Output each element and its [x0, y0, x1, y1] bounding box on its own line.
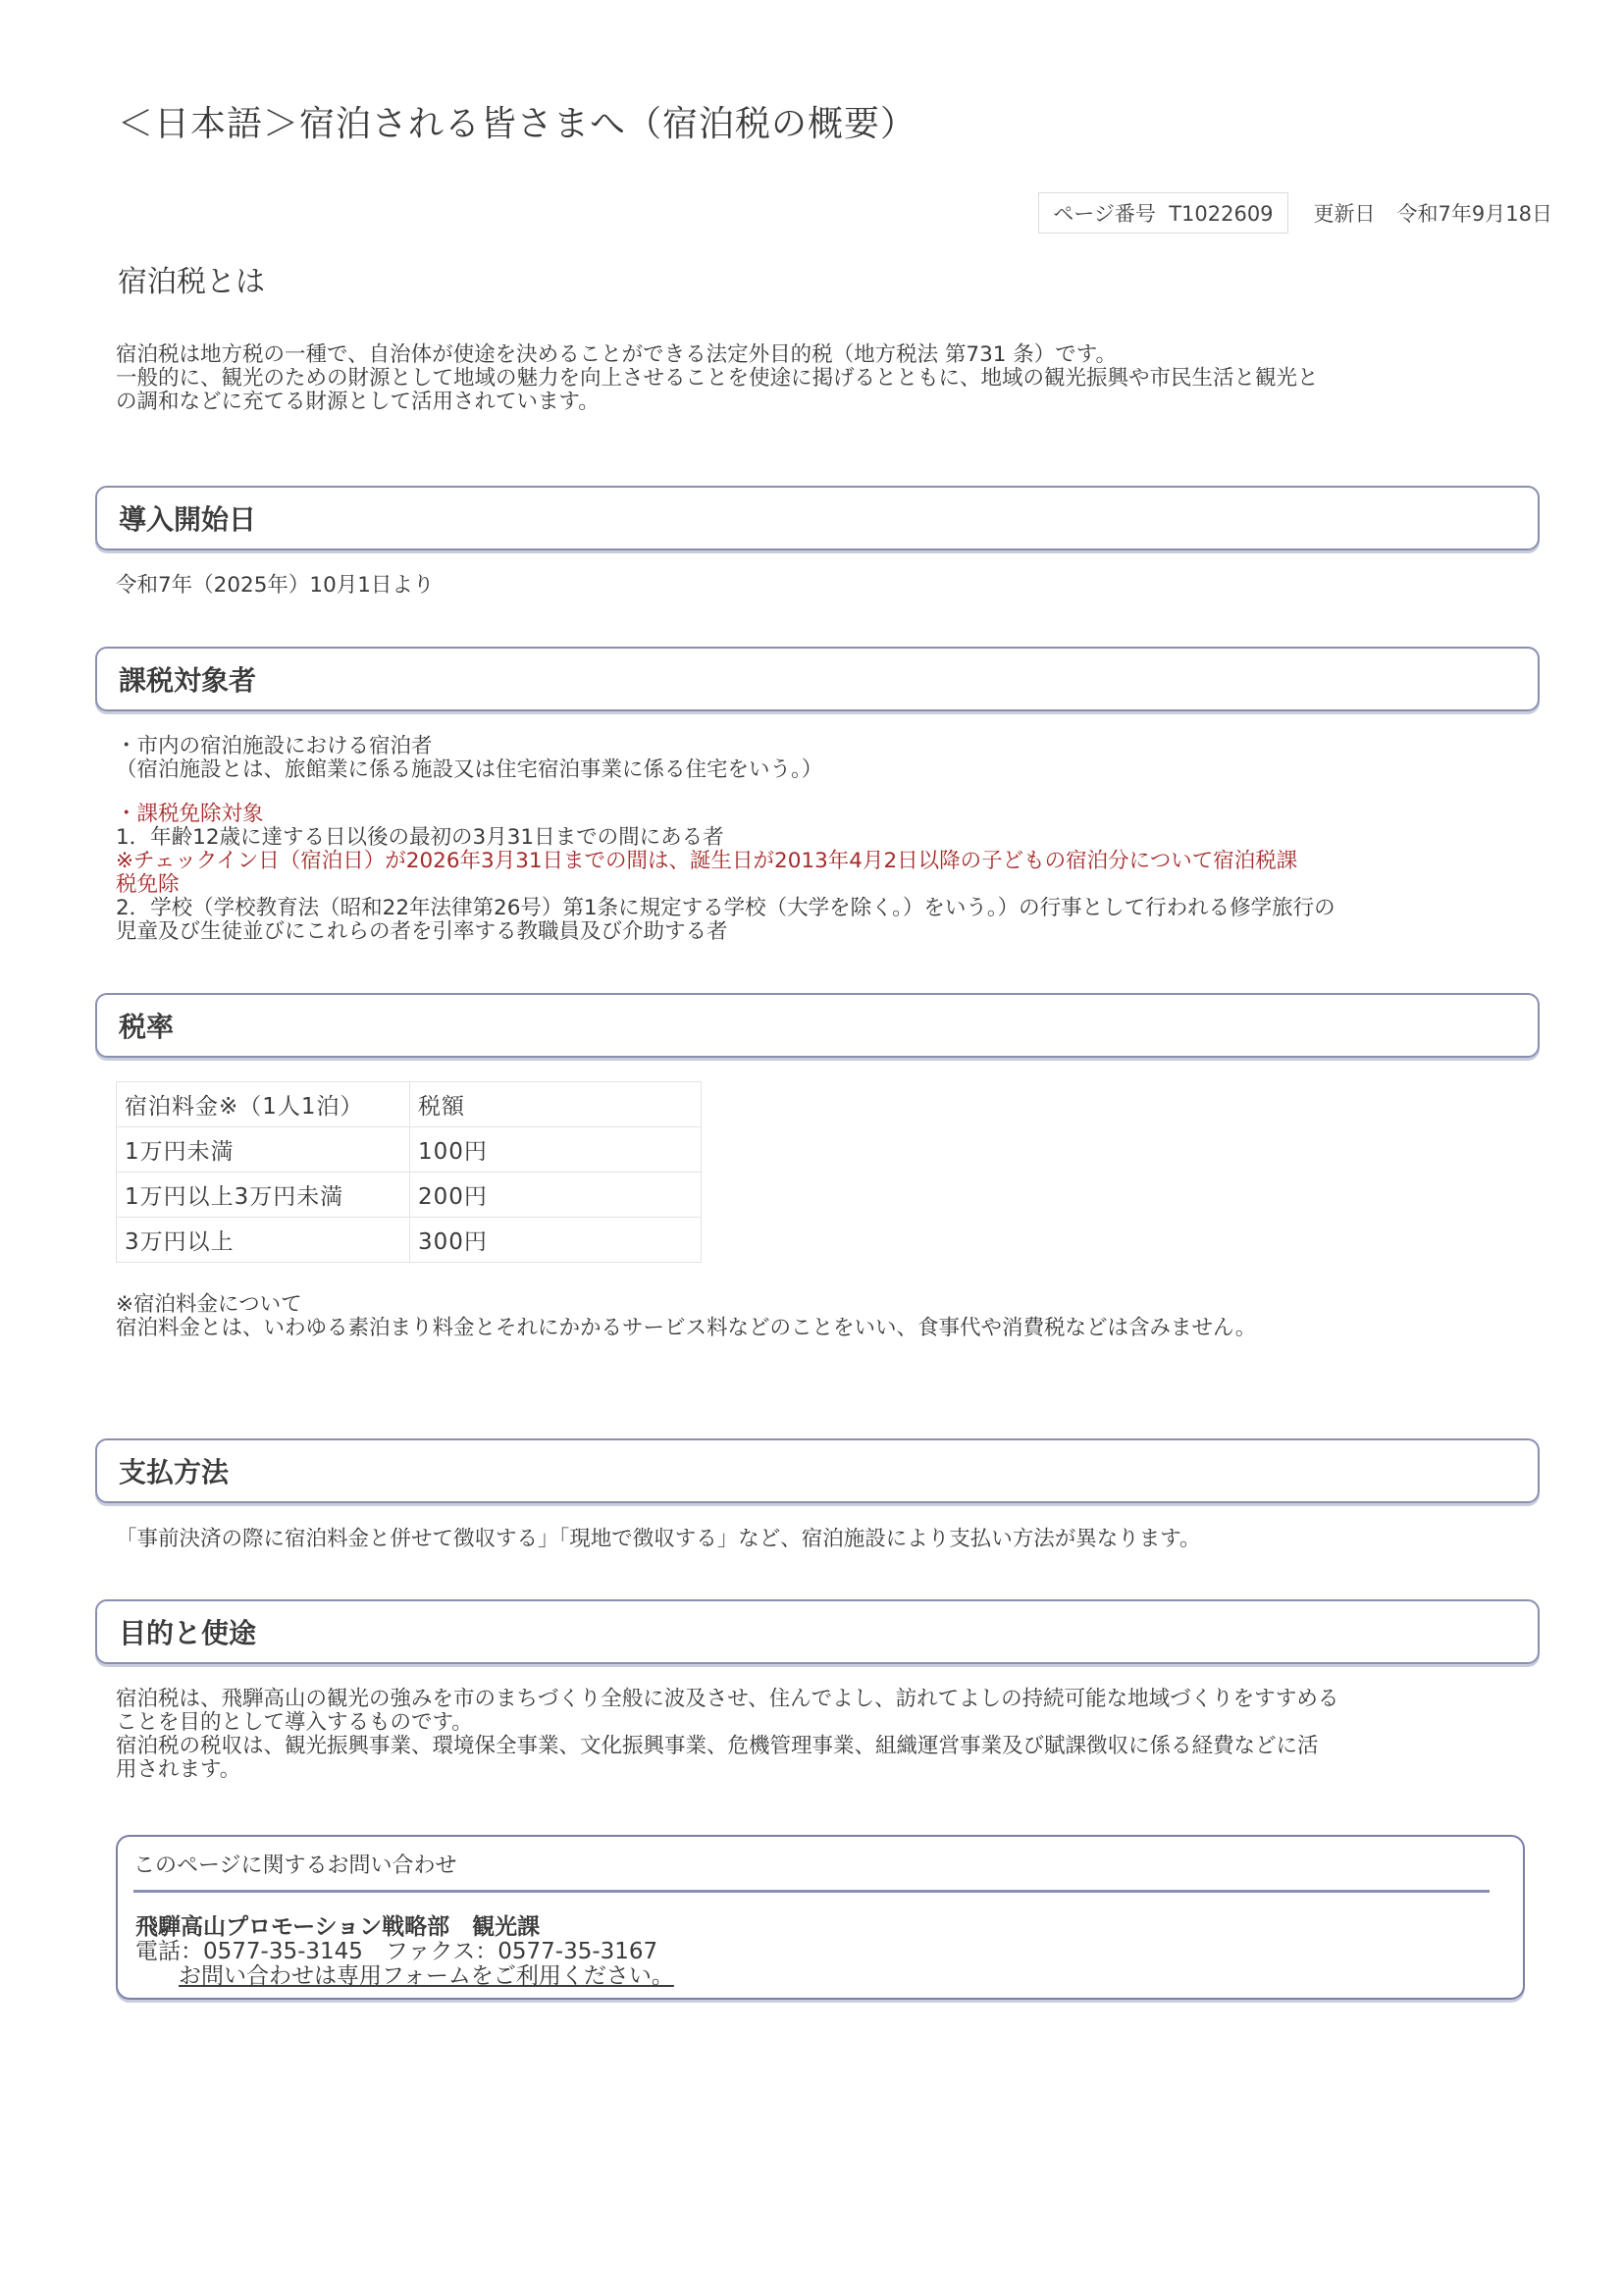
start-date-value: 令和7年（2025年）10月1日より — [116, 573, 435, 598]
contact-phone-fax: 電話：0577-35-3145 ファクス：0577-35-3167 — [135, 1939, 658, 1964]
taxpayers-text — [116, 735, 1519, 782]
contact-divider — [133, 1890, 1490, 1893]
exemption-heading: ・課税免除対象 — [116, 802, 264, 826]
intro-line: 一般的に、観光のための財源として地域の魅力を向上させることを使途に掲げるとともに、地域の観光振興や市民生活と観光と — [116, 366, 1319, 391]
table-header-cell: 税額 — [410, 1082, 702, 1127]
contact-form-link[interactable]: お問い合わせは専用フォームをご利用ください。 — [179, 1963, 674, 1989]
table-header-cell: 宿泊料金※（1人1泊） — [117, 1082, 410, 1127]
table-header-row — [117, 1082, 702, 1127]
exemption-item: 1．年齢12歳に達する日以後の最初の3月31日までの間にある者 — [116, 825, 724, 850]
purpose-text — [116, 1688, 1519, 1782]
page-meta — [1038, 192, 1552, 234]
table-cell: 1万円以上3万円未満 — [117, 1173, 410, 1218]
intro-line: 宿泊税は地方税の一種で、自治体が使途を決めることができる法定外目的税（地方税法 第731 条）です。 — [116, 342, 1118, 367]
exemption-note: 税免除 — [116, 872, 180, 897]
tax-rate-table — [116, 1081, 702, 1263]
purpose-line: 宿泊税は、飛騨高山の観光の強みを市のまちづくり全般に波及させ、住んでよし、訪れてよしの持続可能な地域づくりをすすめる — [116, 1687, 1339, 1711]
table-cell: 3万円以上 — [117, 1218, 410, 1263]
intro-heading: 宿泊税とは — [118, 265, 265, 299]
table-cell: 1万円未満 — [117, 1127, 410, 1173]
taxpayer-line: （宿泊施設とは、旅館業に係る施設又は住宅宿泊事業に係る住宅をいう。） — [116, 757, 823, 782]
rate-note-text: 宿泊料金とは、いわゆる素泊まり料金とそれにかかるサービス料などのことをいい、食事代や消費税などは含みません。 — [116, 1316, 1257, 1340]
purpose-line: 用されます。 — [116, 1757, 241, 1782]
updated-date: 令和7年9月18日 — [1396, 202, 1552, 226]
contact-box — [116, 1835, 1525, 2000]
start-date-text — [116, 574, 1519, 598]
purpose-line: 宿泊税の税収は、観光振興事業、環境保全事業、文化振興事業、危機管理事業、組織運営事業及び賦課徴収に係る経費などに活 — [116, 1734, 1319, 1758]
rate-note-title: ※宿泊料金について — [116, 1292, 302, 1317]
table-cell: 200円 — [410, 1173, 702, 1218]
contact-body — [135, 1915, 674, 1989]
table-row — [117, 1173, 702, 1218]
intro-text — [116, 343, 1519, 414]
taxpayer-line: ・市内の宿泊施設における宿泊者 — [116, 734, 433, 758]
section-heading-rate: 税率 — [95, 993, 1540, 1058]
page-number-label: ページ番号 — [1053, 202, 1156, 226]
section-heading-taxpayers: 課税対象者 — [95, 647, 1540, 711]
rate-note — [116, 1293, 1519, 1340]
table-cell: 100円 — [410, 1127, 702, 1173]
purpose-line: ことを目的として導入するものです。 — [116, 1710, 473, 1735]
payment-text — [116, 1528, 1519, 1551]
section-heading-payment: 支払方法 — [95, 1438, 1540, 1503]
page-number-box — [1038, 192, 1287, 234]
exemption-item: 2．学校（学校教育法（昭和22年法律第26号）第1条に規定する学校（大学を除く。）をいう。）の行事として行われる修学旅行の — [116, 896, 1335, 920]
updated-label: 更新日 — [1313, 202, 1376, 226]
payment-line: 「事前決済の際に宿泊料金と併せて徴収する」「現地で徴収する」など、宿泊施設により支払い方法が異なります。 — [116, 1527, 1201, 1551]
exemption-text — [116, 803, 1519, 944]
table-cell: 300円 — [410, 1218, 702, 1263]
intro-line: の調和などに充てる財源として活用されています。 — [116, 390, 600, 414]
table-row — [117, 1127, 702, 1173]
contact-department: 飛騨高山プロモーション戦略部 観光課 — [135, 1914, 541, 1940]
section-heading-start-date: 導入開始日 — [95, 486, 1540, 550]
exemption-note: ※チェックイン日（宿泊日）が2026年3月31日までの間は、誕生日が2013年4月2日以降の子どもの宿泊分について宿泊税課 — [116, 849, 1298, 873]
table-row — [117, 1218, 702, 1263]
contact-title: このページに関するお問い合わせ — [133, 1853, 457, 1878]
section-heading-purpose: 目的と使途 — [95, 1599, 1540, 1664]
exemption-item: 児童及び生徒並びにこれらの者を引率する教職員及び介助する者 — [116, 919, 728, 944]
page-number: T1022609 — [1169, 202, 1274, 226]
page-title: ＜日本語＞宿泊される皆さまへ（宿泊税の概要） — [118, 104, 917, 144]
